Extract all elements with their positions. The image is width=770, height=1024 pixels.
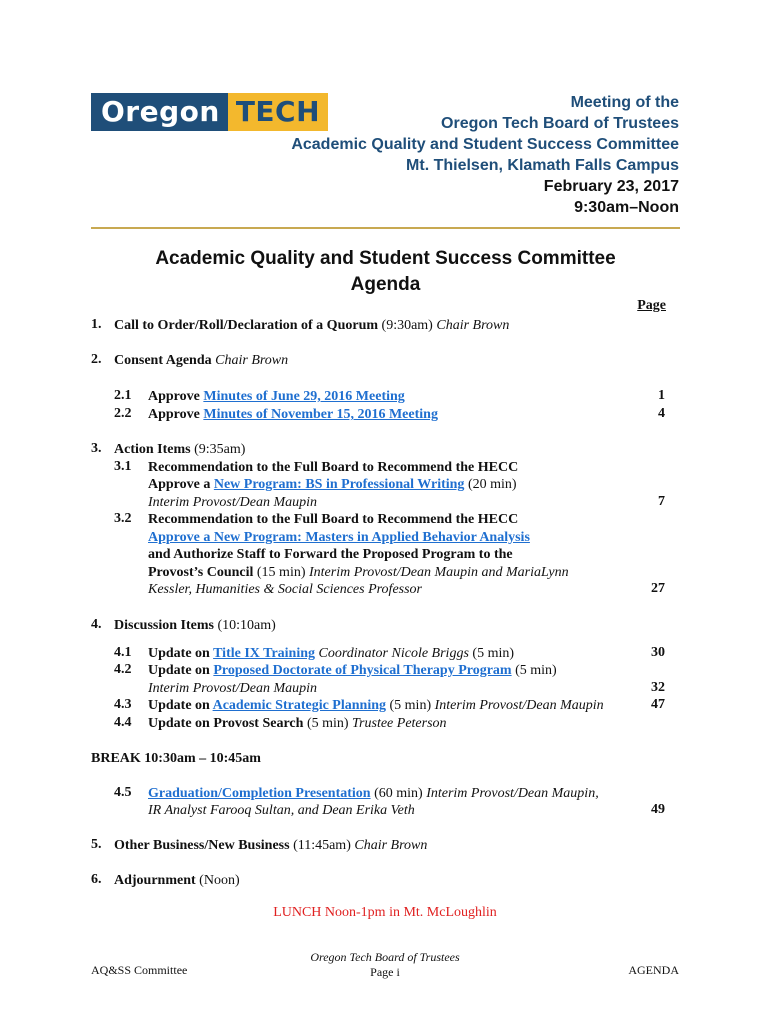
item-4-2-presenter: Interim Provost/Dean Maupin bbox=[148, 681, 318, 696]
item-3-2-council: Provost’s Council bbox=[148, 565, 254, 580]
item-4-2 bbox=[148, 662, 557, 680]
item-4-5-number: 4.5 bbox=[114, 785, 132, 800]
item-3-2-page: 27 bbox=[651, 581, 665, 596]
item-4-5 bbox=[148, 785, 599, 803]
academic-strategic-planning-link[interactable]: Academic Strategic Planning bbox=[212, 698, 386, 713]
header-rule bbox=[91, 227, 680, 229]
item-2-1-number: 2.1 bbox=[114, 388, 132, 403]
item-5-time: (11:45am) bbox=[289, 838, 355, 853]
header-line-3: Academic Quality and Student Success Committee bbox=[291, 136, 679, 153]
item-4-1-presenter: Coordinator Nicole Briggs bbox=[315, 646, 469, 661]
item-1-presenter: Chair Brown bbox=[436, 318, 510, 333]
item-4-5-page: 49 bbox=[651, 802, 665, 817]
item-2-1-label: Approve bbox=[148, 389, 204, 404]
item-4-5-duration: (60 min) bbox=[370, 786, 427, 801]
item-3-1-approve: Approve a bbox=[148, 477, 214, 492]
item-4 bbox=[114, 617, 276, 635]
footer-right: AGENDA bbox=[628, 963, 679, 977]
item-4-3-presenter: Interim Provost/Dean Maupin bbox=[434, 698, 604, 713]
item-4-4-duration: (5 min) bbox=[303, 716, 353, 731]
item-3-2-line-4 bbox=[148, 564, 569, 582]
item-2 bbox=[114, 352, 288, 370]
item-1-time: (9:30am) bbox=[378, 318, 437, 333]
item-6 bbox=[114, 872, 240, 890]
item-2-title: Consent Agenda bbox=[114, 353, 212, 368]
item-3-2-line-2 bbox=[148, 529, 530, 547]
lunch-note: LUNCH Noon-1pm in Mt. McLoughlin bbox=[273, 905, 497, 920]
header-time: 9:30am–Noon bbox=[574, 199, 679, 216]
item-4-3-page: 47 bbox=[651, 697, 665, 712]
item-3-1-page: 7 bbox=[658, 494, 665, 509]
item-4-2-duration: (5 min) bbox=[511, 663, 557, 678]
item-3-2-line-1: Recommendation to the Full Board to Recommend the HECC bbox=[148, 512, 519, 527]
page-column-header: Page bbox=[637, 298, 666, 313]
item-4-4-label: Update on Provost Search bbox=[148, 716, 304, 731]
item-4-5-presenter: Interim Provost/Dean Maupin, bbox=[426, 786, 599, 801]
item-4-3-duration: (5 min) bbox=[386, 698, 435, 713]
item-4-4-presenter: Trustee Peterson bbox=[352, 716, 447, 731]
item-2-2-page: 4 bbox=[658, 406, 665, 421]
item-3-1-line-1: Recommendation to the Full Board to Recommend the HECC bbox=[148, 460, 519, 475]
footer-center-line-1: Oregon Tech Board of Trustees bbox=[310, 950, 460, 964]
item-3-2-line-5: Kessler, Humanities & Social Sciences Professor bbox=[148, 582, 423, 597]
item-2-presenter: Chair Brown bbox=[211, 353, 289, 368]
break-line: BREAK 10:30am – 10:45am bbox=[91, 751, 261, 766]
item-4-3-label: Update on bbox=[148, 698, 213, 713]
item-1-number: 1. bbox=[91, 317, 102, 332]
item-3-2-duration: (15 min) bbox=[253, 565, 309, 580]
item-4-4 bbox=[148, 715, 447, 733]
item-6-number: 6. bbox=[91, 872, 102, 887]
item-4-5-presenters-line-2: IR Analyst Farooq Sultan, and Dean Erika Veth bbox=[148, 803, 415, 818]
title-ix-training-link[interactable]: Title IX Training bbox=[213, 646, 316, 661]
item-6-title: Adjournment bbox=[114, 873, 196, 888]
item-4-1-page: 30 bbox=[651, 645, 665, 660]
item-6-time: (Noon) bbox=[195, 873, 240, 888]
item-3-time: (9:35am) bbox=[190, 442, 246, 457]
bs-professional-writing-link[interactable]: New Program: BS in Professional Writing bbox=[213, 477, 465, 492]
item-2-2 bbox=[148, 406, 438, 424]
item-4-2-page: 32 bbox=[651, 680, 665, 695]
item-4-4-number: 4.4 bbox=[114, 715, 132, 730]
item-2-2-label: Approve bbox=[148, 407, 204, 422]
item-2-1-page: 1 bbox=[658, 388, 665, 403]
logo-oregon: Oregon bbox=[91, 93, 228, 131]
item-4-1-duration: (5 min) bbox=[468, 646, 515, 661]
logo-tech: TECH bbox=[228, 93, 328, 131]
item-3-2-number: 3.2 bbox=[114, 511, 132, 526]
item-4-3 bbox=[148, 697, 604, 715]
item-4-title: Discussion Items bbox=[114, 618, 214, 633]
item-5 bbox=[114, 837, 427, 855]
header-line-4: Mt. Thielsen, Klamath Falls Campus bbox=[406, 157, 679, 174]
agenda-title-line-2: Agenda bbox=[350, 274, 421, 295]
minutes-june-link[interactable]: Minutes of June 29, 2016 Meeting bbox=[203, 389, 405, 404]
item-3-1-duration: (20 min) bbox=[464, 477, 517, 492]
oregon-tech-logo bbox=[91, 93, 328, 131]
item-4-2-number: 4.2 bbox=[114, 662, 132, 677]
item-1 bbox=[114, 317, 509, 335]
masters-applied-behavior-analysis-link[interactable]: Approve a New Program: Masters in Applied Behavior Analysis bbox=[148, 530, 530, 545]
item-4-time: (10:10am) bbox=[213, 618, 276, 633]
header-line-1: Meeting of the bbox=[570, 94, 679, 111]
doctorate-physical-therapy-link[interactable]: Proposed Doctorate of Physical Therapy Program bbox=[213, 663, 512, 678]
item-3-2-line-3: and Authorize Staff to Forward the Proposed Program to the bbox=[148, 547, 513, 562]
item-2-2-number: 2.2 bbox=[114, 406, 132, 421]
item-3-title: Action Items bbox=[114, 442, 191, 457]
item-2-number: 2. bbox=[91, 352, 102, 367]
item-5-title: Other Business/New Business bbox=[114, 838, 290, 853]
minutes-november-link[interactable]: Minutes of November 15, 2016 Meeting bbox=[203, 407, 438, 422]
item-1-title: Call to Order/Roll/Declaration of a Quorum bbox=[114, 318, 379, 333]
item-2-1 bbox=[148, 388, 405, 406]
item-4-3-number: 4.3 bbox=[114, 697, 132, 712]
item-3-2-presenter: Interim Provost/Dean Maupin and MariaLynn bbox=[309, 565, 569, 580]
item-3-number: 3. bbox=[91, 441, 102, 456]
graduation-completion-presentation-link[interactable]: Graduation/Completion Presentation bbox=[148, 786, 371, 801]
item-4-number: 4. bbox=[91, 617, 102, 632]
item-4-1-label: Update on bbox=[148, 646, 214, 661]
item-5-presenter: Chair Brown bbox=[354, 838, 428, 853]
agenda-title-line-1: Academic Quality and Student Success Committee bbox=[155, 248, 616, 269]
item-4-1-number: 4.1 bbox=[114, 645, 132, 660]
item-4-1 bbox=[148, 645, 514, 663]
header-line-2: Oregon Tech Board of Trustees bbox=[441, 115, 679, 132]
item-3-1-number: 3.1 bbox=[114, 459, 132, 474]
footer-page-number: Page i bbox=[370, 965, 400, 979]
item-5-number: 5. bbox=[91, 837, 102, 852]
item-3-1-presenter: Interim Provost/Dean Maupin bbox=[148, 495, 318, 510]
header-date: February 23, 2017 bbox=[543, 178, 679, 195]
footer-left: AQ&SS Committee bbox=[91, 963, 188, 977]
item-3-1-line-2 bbox=[148, 476, 517, 494]
item-3 bbox=[114, 441, 245, 459]
item-4-2-label: Update on bbox=[148, 663, 214, 678]
